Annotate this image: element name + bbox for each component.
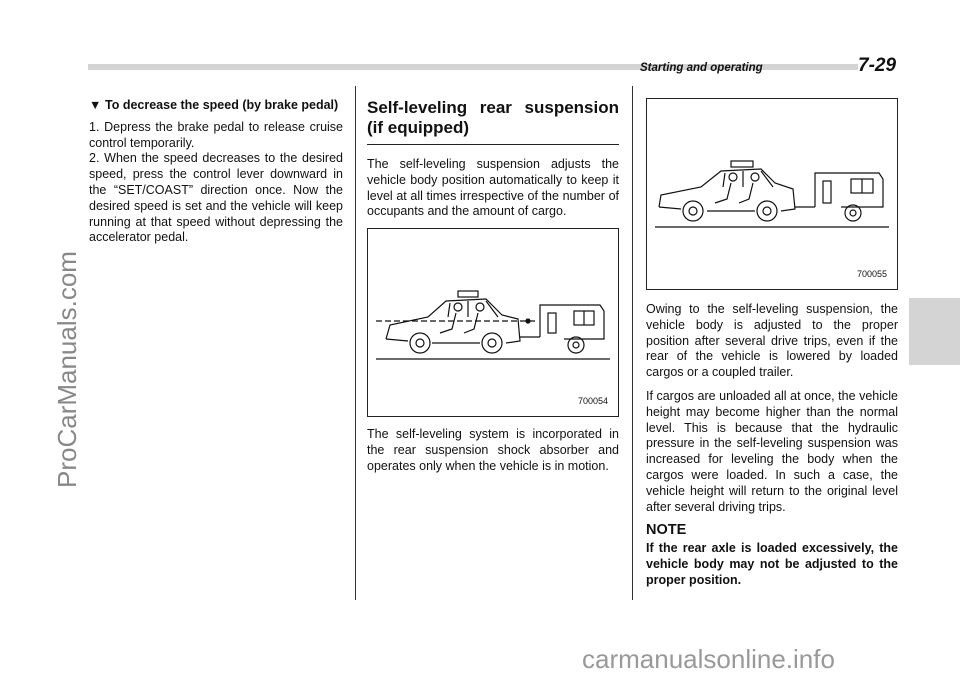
column-3	[646, 98, 898, 597]
column-divider-2	[632, 86, 633, 600]
triangle-marker-icon: ▼	[89, 98, 102, 112]
car-trailer-illustration	[368, 229, 618, 416]
note-heading: NOTE	[646, 522, 687, 539]
section-heading: Self-leveling rear suspension (if equipped)	[367, 98, 619, 145]
column-1	[89, 98, 343, 246]
watermark-bottom: carmanualsonline.info	[582, 644, 835, 674]
figure-code: 700055	[856, 269, 887, 280]
figure-700055	[646, 98, 898, 290]
figure-700054	[367, 228, 619, 417]
step-2: 2. When the speed decreases to the desired speed, press the control lever downward in the “SET/COAST” direction once. Now the desired speed is set and the vehicle will keep running at that speed without depressing the accelerator pedal.	[89, 151, 343, 245]
intro-paragraph: The self-leveling suspension adjusts the vehicle body position automatically to keep it level at all times irrespective of the number of occupants and the amount of cargo.	[367, 157, 619, 219]
subheading	[89, 98, 343, 114]
paragraph-1: Owing to the self-leveling suspension, the vehicle body is adjusted to the proper position after several drive trips, even if the rear of the vehicle is lowered by loaded cargos or a coupled trailer.	[646, 302, 898, 380]
figure-code: 700054	[577, 396, 608, 407]
column-divider-1	[355, 86, 356, 600]
section-title: Starting and operating	[640, 62, 763, 74]
paragraph-2: If cargos are unloaded all at once, the vehicle height may become higher than the normal level. This is because that the hydraulic pressure in the self-leveling suspension was increased for leveling the body when the cargos were loaded. In such a case, the vehicle height will return to the original level after several driving trips.	[646, 388, 898, 514]
body-paragraph: The self-leveling system is incorporated in the rear suspension shock absorber and operates only when the vehicle is in motion.	[367, 427, 619, 473]
subheading-text: To decrease the speed (by brake pedal)	[105, 98, 339, 112]
note-text: If the rear axle is loaded excessively, the vehicle body may not be adjusted to the proper position.	[646, 541, 898, 587]
page-number: 7-29	[858, 55, 897, 76]
step-1: 1. Depress the brake pedal to release cruise control temporarily.	[89, 119, 343, 150]
car-trailer-illustration-2	[647, 99, 897, 289]
watermark-left: ProCarManuals.com	[52, 251, 82, 488]
chapter-tab	[909, 298, 960, 365]
column-2	[367, 98, 619, 483]
